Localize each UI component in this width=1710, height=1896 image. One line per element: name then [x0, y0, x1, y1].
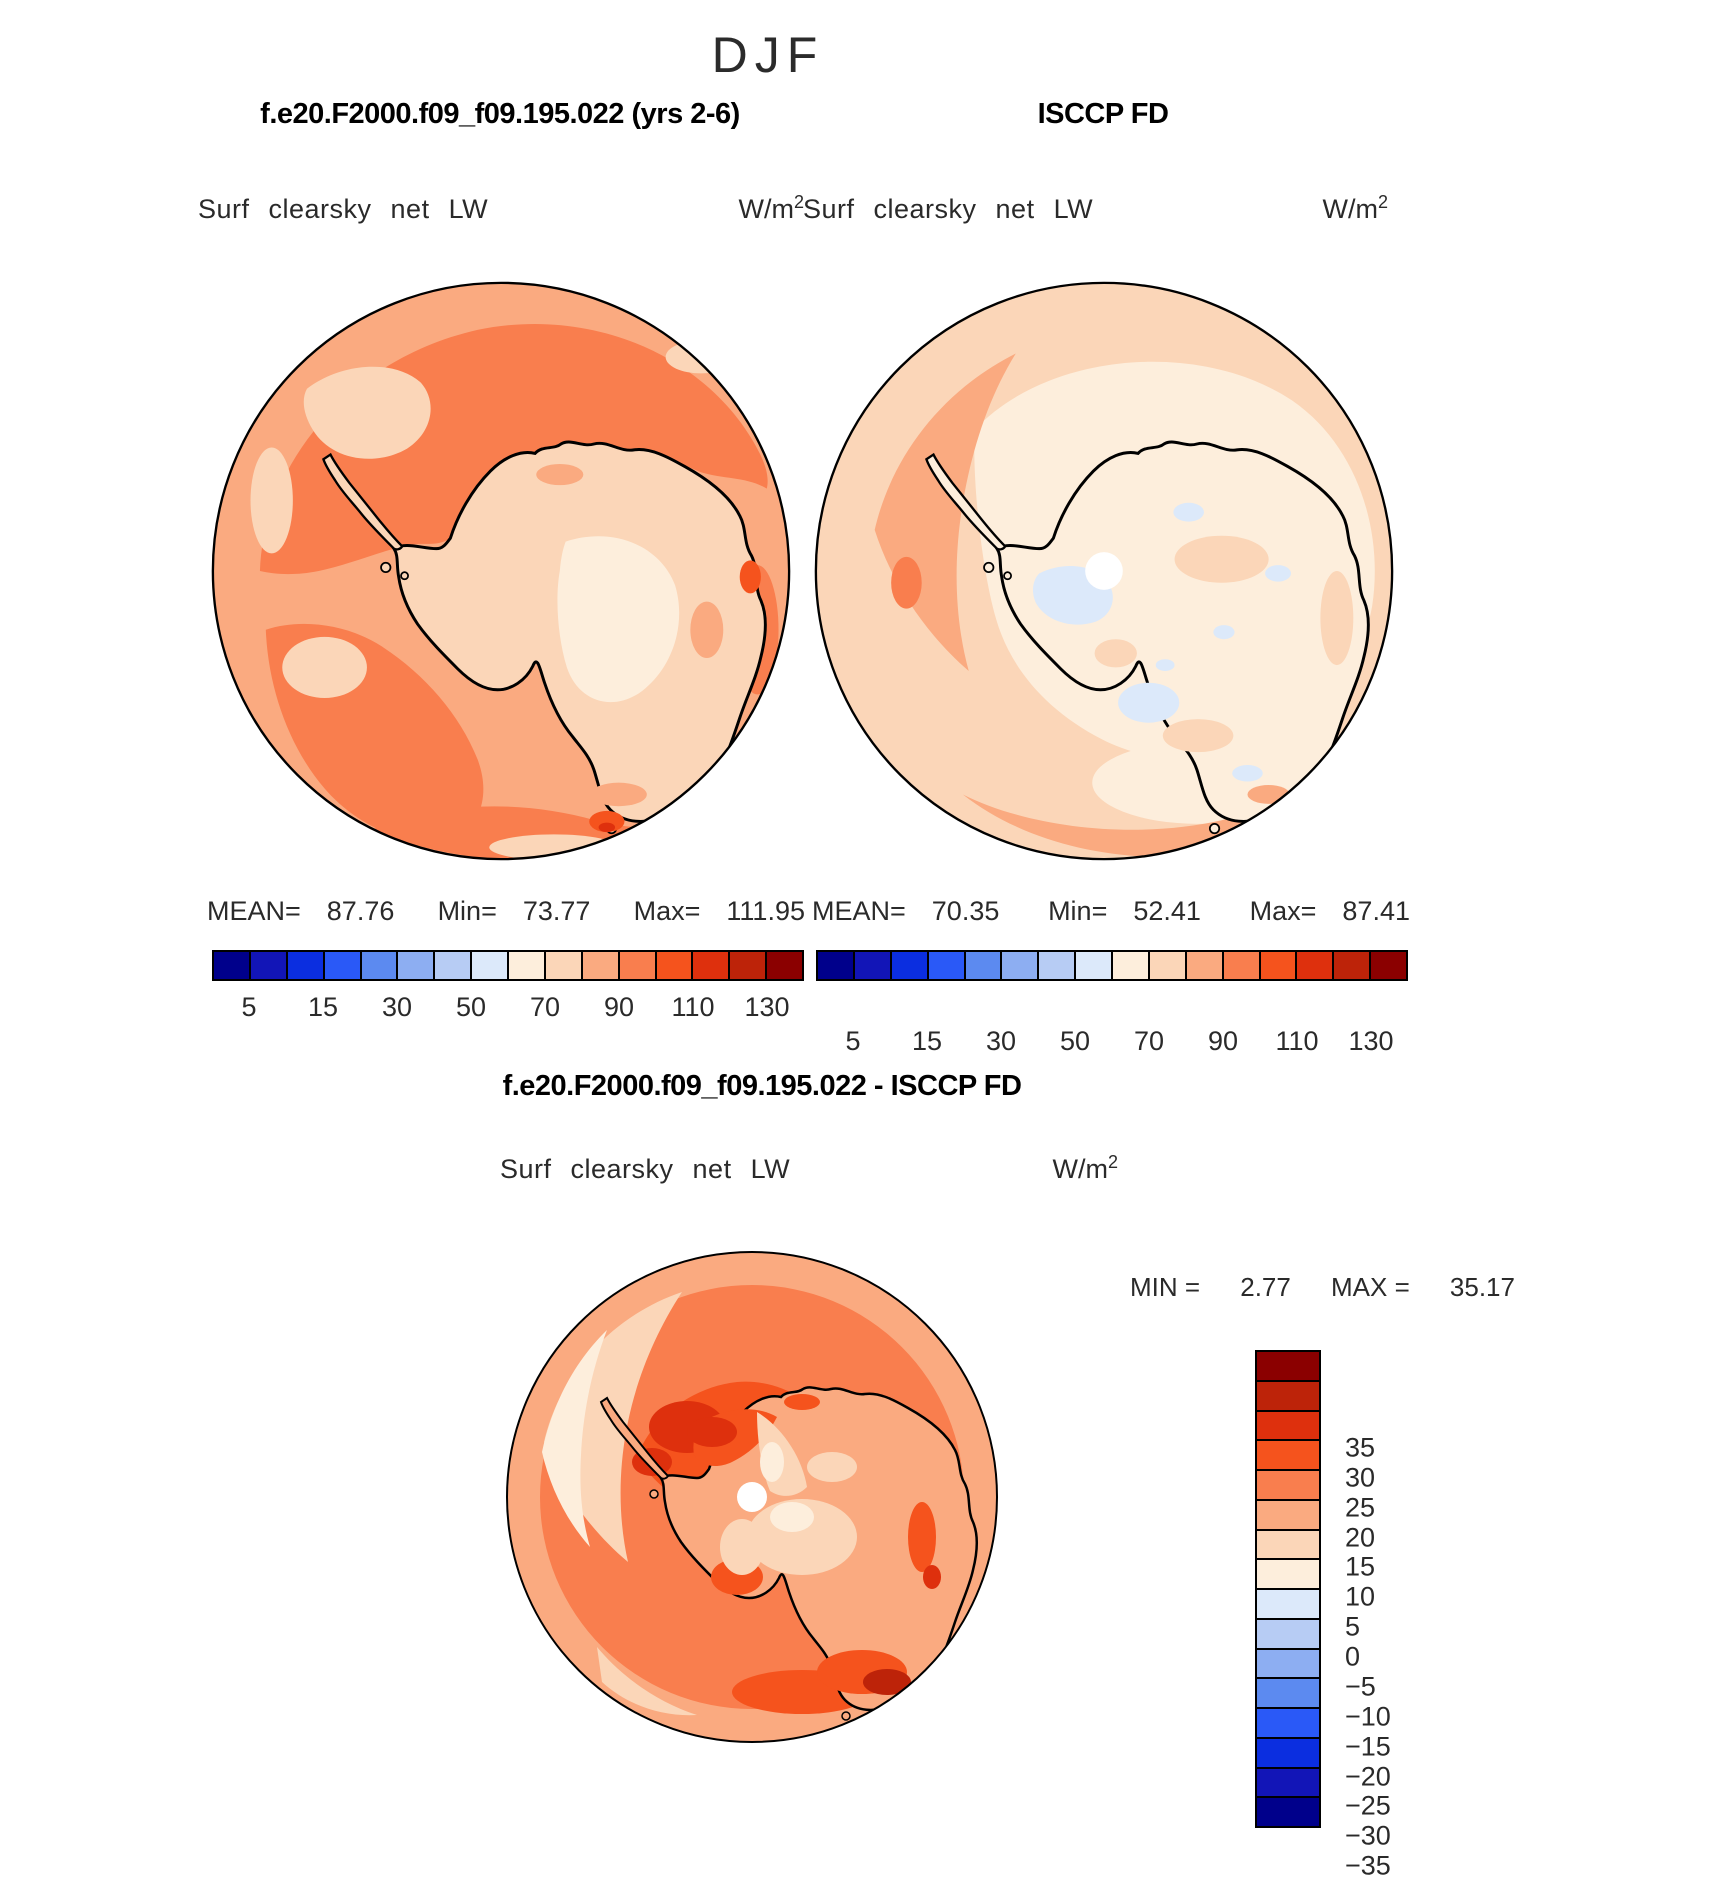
tick-label: −5	[1345, 1671, 1376, 1702]
colorbar-cell	[1148, 950, 1187, 981]
diff-minmax-row	[1130, 1272, 1515, 1303]
colorbar-cell	[618, 950, 657, 981]
tick-label: −10	[1345, 1701, 1391, 1732]
colorbar-cell	[286, 950, 325, 981]
diff-field-label: Surf clearsky net LW	[500, 1154, 791, 1184]
tick-label: 50	[455, 992, 487, 1022]
tick-label: 5	[1345, 1611, 1361, 1642]
diff-max-value: 35.17	[1449, 1272, 1515, 1302]
min-value: 52.41	[1133, 896, 1201, 926]
colorbar-cell	[1000, 950, 1039, 981]
colorbar-cell	[1255, 1558, 1321, 1590]
tick-label: 35	[1345, 1432, 1376, 1463]
tick-label: 20	[1345, 1522, 1376, 1552]
colorbar-cell	[1255, 1618, 1321, 1650]
colorbar-cell	[1295, 950, 1334, 981]
max-value: 87.41	[1342, 896, 1410, 926]
tick-label: 70	[529, 992, 561, 1022]
tick-label: 10	[1345, 1581, 1376, 1612]
colorbar-cell	[691, 950, 730, 981]
tick-label: 15	[911, 1026, 943, 1056]
colorbar-cell	[212, 950, 251, 981]
left-panel-title: f.e20.F2000.f09_f09.195.022 (yrs 2-6)	[260, 98, 740, 130]
mean-value: 87.76	[326, 896, 395, 926]
min-label: Min=	[1048, 896, 1108, 926]
colorbar-cell	[396, 950, 435, 981]
colorbar-cell	[544, 950, 583, 981]
colorbar-cell	[1255, 1767, 1321, 1799]
diff-min-value: 2.77	[1240, 1272, 1291, 1302]
colorbar-cell	[1037, 950, 1076, 981]
tick-label: 5	[845, 1026, 861, 1056]
left-field-label: Surf clearsky net LW	[198, 194, 489, 224]
tick-label: 110	[1275, 1026, 1319, 1056]
colorbar-cell	[1255, 1469, 1321, 1501]
isccp-polar-map	[810, 277, 1398, 865]
diff-colorbar	[1255, 1350, 1321, 1828]
diff-polar-map	[502, 1247, 1002, 1747]
mean-label: MEAN=	[207, 896, 301, 926]
colorbar-cell	[507, 950, 546, 981]
min-label: Min=	[437, 896, 497, 926]
page-title: DJF	[711, 27, 825, 83]
colorbar-cell	[470, 950, 509, 981]
mean-label: MEAN=	[812, 896, 906, 926]
max-value: 111.95	[726, 896, 805, 926]
colorbar-cell	[964, 950, 1003, 981]
right-panel-title: ISCCP FD	[1037, 98, 1169, 130]
colorbar-cell	[360, 950, 399, 981]
colorbar-cell	[1259, 950, 1298, 981]
max-label: Max=	[633, 896, 701, 926]
diff-colorbar-ticks	[1345, 1418, 1435, 1896]
left-field-row	[198, 192, 804, 225]
colorbar-cell	[1255, 1588, 1321, 1620]
colorbar-cell	[853, 950, 892, 981]
tick-label: −20	[1345, 1761, 1391, 1791]
colorbar-cell	[1255, 1707, 1321, 1739]
right-stats-row	[812, 896, 1410, 927]
colorbar-cell	[1185, 950, 1224, 981]
min-value: 73.77	[522, 896, 591, 926]
tick-label: 130	[1348, 1026, 1394, 1056]
colorbar-cell	[1255, 1648, 1321, 1680]
max-label: Max=	[1249, 896, 1317, 926]
model-polar-map	[207, 277, 795, 865]
tick-label: 30	[1345, 1462, 1376, 1493]
tick-label: 70	[1133, 1026, 1165, 1056]
colorbar-cell	[1074, 950, 1113, 981]
colorbar-cell	[433, 950, 472, 981]
diff-panel-title: f.e20.F2000.f09_f09.195.022 - ISCCP FD	[502, 1070, 1022, 1102]
right-colorbar	[816, 950, 1408, 981]
tick-label: 30	[985, 1026, 1017, 1056]
pole-data-gap	[1085, 552, 1123, 590]
tick-label: 90	[603, 992, 635, 1022]
colorbar-cell	[1255, 1410, 1321, 1442]
tick-label: −15	[1345, 1731, 1391, 1762]
tick-label: 0	[1345, 1641, 1361, 1672]
colorbar-cell	[581, 950, 620, 981]
colorbar-cell	[1255, 1380, 1321, 1412]
colorbar-cell	[1255, 1677, 1321, 1709]
colorbar-cell	[1255, 1439, 1321, 1471]
tick-label: 90	[1207, 1026, 1239, 1056]
tick-label: 15	[307, 992, 339, 1022]
tick-label: −30	[1345, 1820, 1391, 1851]
colorbar-cell	[816, 950, 855, 981]
diff-field-row	[500, 1152, 1118, 1185]
colorbar-cell	[323, 950, 362, 981]
tick-label: 110	[671, 992, 715, 1022]
colorbar-cell	[1255, 1737, 1321, 1769]
colorbar-cell	[927, 950, 966, 981]
right-field-label: Surf clearsky net LW	[803, 194, 1094, 224]
left-unit-label: $W/m^2$	[738, 192, 804, 224]
colorbar-cell	[1255, 1796, 1321, 1828]
colorbar-cell	[1222, 950, 1261, 981]
diff-max-label: MAX =	[1331, 1272, 1410, 1302]
colorbar-cell	[655, 950, 694, 981]
colorbar-cell	[1255, 1350, 1321, 1382]
colorbar-cell	[765, 950, 804, 981]
diff-min-label: MIN =	[1130, 1272, 1201, 1302]
colorbar-cell	[1332, 950, 1371, 981]
colorbar-cell	[1111, 950, 1150, 981]
colorbar-cell	[1255, 1529, 1321, 1561]
colorbar-cell	[890, 950, 929, 981]
left-colorbar-ticks	[212, 992, 804, 1026]
diff-unit-label: $W/m^2$	[1052, 1152, 1118, 1184]
tick-label: 25	[1345, 1492, 1376, 1523]
colorbar-cell	[1255, 1499, 1321, 1531]
colorbar-cell	[249, 950, 288, 981]
tick-label: 130	[744, 992, 790, 1022]
mean-value: 70.35	[931, 896, 1000, 926]
tick-label: 30	[381, 992, 413, 1022]
colorbar-cell	[728, 950, 767, 981]
left-colorbar	[212, 950, 804, 981]
colorbar-cell	[1369, 950, 1408, 981]
right-colorbar-ticks	[816, 1026, 1408, 1060]
left-stats-row	[207, 896, 805, 927]
right-unit-label: $W/m^2$	[1322, 192, 1388, 224]
tick-label: −35	[1345, 1850, 1391, 1881]
tick-label: 50	[1059, 1026, 1091, 1056]
tick-label: 5	[241, 992, 257, 1022]
tick-label: 15	[1345, 1551, 1376, 1582]
right-field-row	[803, 192, 1388, 225]
tick-label: −25	[1345, 1790, 1391, 1821]
pole-data-gap	[737, 1482, 767, 1512]
